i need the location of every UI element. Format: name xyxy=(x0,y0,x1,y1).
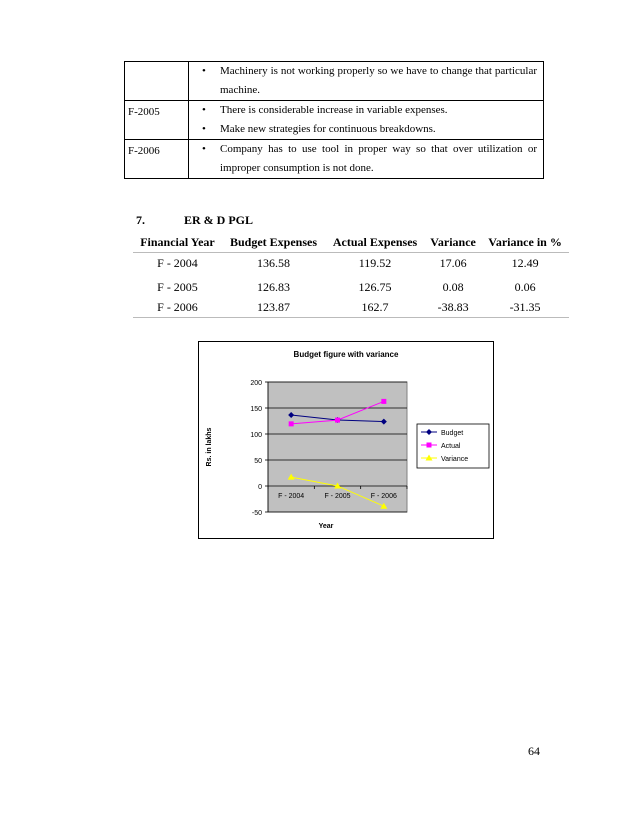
table-cell: F - 2004 xyxy=(157,255,198,270)
column-header: Variance in % xyxy=(481,232,569,253)
expenses-table xyxy=(133,232,569,318)
table-cell: F - 2006 xyxy=(133,297,222,318)
y-axis-title: Rs. in lakhs xyxy=(206,427,213,467)
observation-row xyxy=(125,101,544,140)
observation-points xyxy=(189,62,544,101)
observation-bullet: • There is considerable increase in variable expenses. xyxy=(189,101,537,120)
table-cell: -38.83 xyxy=(425,297,481,318)
table-cell: 162.7 xyxy=(325,297,425,318)
table-row xyxy=(133,297,569,318)
y-tick-label: 50 xyxy=(254,458,262,465)
section-heading xyxy=(136,213,253,228)
section-number: 7. xyxy=(136,213,145,227)
observation-year: F-2006 xyxy=(125,140,189,179)
observation-year: F-2005 xyxy=(125,101,189,140)
chart-svg xyxy=(199,342,493,538)
column-header: Financial Year xyxy=(133,232,222,253)
table-cell: 136.58 xyxy=(256,255,290,270)
column-header: Actual Expenses xyxy=(325,232,425,253)
data-point xyxy=(335,418,340,423)
legend-label: Budget xyxy=(441,430,464,437)
observation-points xyxy=(189,101,544,140)
table-cell: 123.87 xyxy=(222,297,325,318)
x-tick-label: F - 2006 xyxy=(370,493,397,500)
legend-label: Variance xyxy=(441,456,469,463)
budget-chart xyxy=(198,341,494,539)
x-tick-label: F - 2005 xyxy=(324,493,351,500)
observation-row xyxy=(125,140,544,179)
observation-points xyxy=(189,140,544,179)
table-cell: F - 2005 xyxy=(157,279,198,294)
chart-title: Budget figure with variance xyxy=(293,350,399,359)
legend-marker xyxy=(427,443,432,448)
table-cell: 0.08 xyxy=(442,279,464,294)
table-row xyxy=(133,253,569,274)
table-cell: 17.06 xyxy=(439,255,467,270)
section-title: ER & D PGL xyxy=(184,213,253,227)
observation-bullet: • Machinery is not working properly so we have to change that particular machine. xyxy=(189,62,537,100)
x-axis-title: Year xyxy=(318,523,334,530)
y-tick-label: -50 xyxy=(251,510,262,517)
column-header: Budget Expenses xyxy=(222,232,325,253)
legend-label: Actual xyxy=(441,443,461,450)
table-cell: 0.06 xyxy=(514,279,536,294)
y-tick-label: 0 xyxy=(258,484,262,491)
page-number: 64 xyxy=(528,744,540,758)
y-tick-label: 100 xyxy=(250,432,262,439)
column-header: Variance xyxy=(425,232,481,253)
y-tick-label: 200 xyxy=(250,380,262,387)
observation-year xyxy=(125,62,189,101)
data-point xyxy=(381,399,386,404)
table-cell: 12.49 xyxy=(511,255,539,270)
observation-bullet: • Company has to use tool in proper way so that over utilization or improper consumption is not done. xyxy=(189,140,537,178)
table-cell: -31.35 xyxy=(481,297,569,318)
table-row xyxy=(133,273,569,297)
table-cell: 126.83 xyxy=(256,279,290,294)
y-tick-label: 150 xyxy=(250,406,262,413)
table-cell: 119.52 xyxy=(358,255,392,270)
observations-table xyxy=(124,61,544,179)
data-point xyxy=(289,421,294,426)
observation-row xyxy=(125,62,544,101)
x-tick-label: F - 2004 xyxy=(278,493,305,500)
table-cell: 126.75 xyxy=(358,279,392,294)
observation-bullet: • Make new strategies for continuous breakdowns. xyxy=(189,120,537,139)
